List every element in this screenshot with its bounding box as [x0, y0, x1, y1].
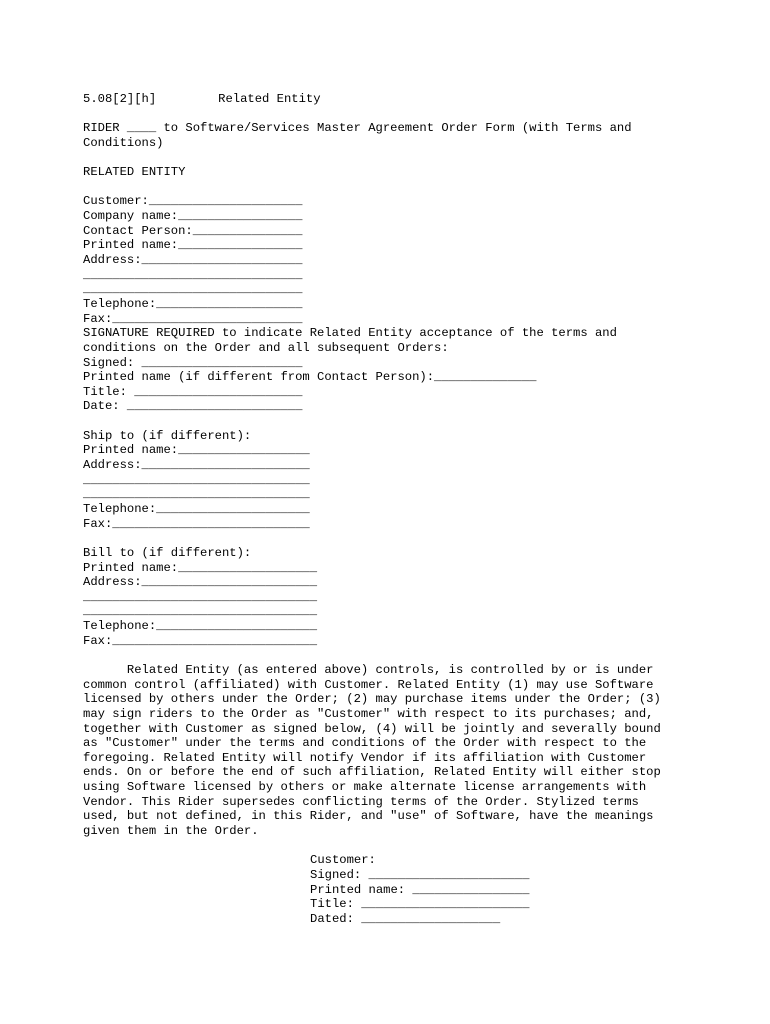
bill-to-address-field[interactable]: Address:________________________	[83, 575, 318, 590]
ship-to-address-field[interactable]: Address:_______________________	[83, 458, 310, 473]
contact-person-field[interactable]: Contact Person:_______________	[83, 223, 303, 238]
body-paragraph	[83, 663, 703, 839]
paragraph-line: licensed by others under the Order; (2) may purchase items under the Order; (3)	[83, 692, 661, 707]
customer-info-block	[83, 194, 703, 326]
customer-signature-heading: Customer:	[310, 853, 376, 868]
ship-to-address-line-3-field[interactable]: _______________________________	[83, 487, 310, 502]
bill-to-telephone-field[interactable]: Telephone:______________________	[83, 619, 318, 634]
address-line-2-field[interactable]: ______________________________	[83, 267, 303, 282]
printed-name-field[interactable]: Printed name:_________________	[83, 238, 303, 253]
rider-line-1: RIDER ____ to Software/Services Master Agreement Order Form (with Terms and	[83, 121, 632, 136]
paragraph-line: Related Entity (as entered above) controls, is controlled by or is under	[83, 662, 654, 677]
customer-printed-name-field[interactable]: Printed name: ________________	[310, 882, 530, 897]
bill-to-fax-field[interactable]: Fax:____________________________	[83, 633, 318, 648]
rider-line-2: Conditions)	[83, 135, 164, 150]
related-entity-heading: RELATED ENTITY	[83, 165, 186, 180]
bill-to-heading: Bill to (if different):	[83, 545, 252, 560]
ship-to-printed-name-field[interactable]: Printed name:__________________	[83, 443, 310, 458]
telephone-field[interactable]: Telephone:____________________	[83, 296, 303, 311]
customer-title-field[interactable]: Title: _______________________	[310, 897, 530, 912]
paragraph-line: given them in the Order.	[83, 824, 259, 839]
signed-field[interactable]: Signed: ______________________	[83, 355, 303, 370]
title-field[interactable]: Title: _______________________	[83, 384, 303, 399]
paragraph-line: Vendor. This Rider supersedes conflicting terms of the Order. Stylized terms	[83, 794, 639, 809]
date-field[interactable]: Date: ________________________	[83, 399, 303, 414]
section-heading	[83, 92, 703, 107]
paragraph-line: may sign riders to the Order as "Customer" with respect to its purchases; and,	[83, 706, 654, 721]
paragraph-line: foregoing. Related Entity will notify Vendor if its affiliation with Customer	[83, 750, 647, 765]
section-title: Related Entity	[218, 92, 321, 106]
customer-field[interactable]: Customer:_____________________	[83, 194, 303, 209]
section-number: 5.08[2][h]	[83, 92, 157, 106]
customer-dated-field[interactable]: Dated: ___________________	[310, 911, 501, 926]
paragraph-line: together with Customer as signed below, (4) will be jointly and severally bound	[83, 721, 661, 736]
signature-required-text-2: conditions on the Order and all subsequent Orders:	[83, 340, 449, 355]
paragraph-line: ends. On or before the end of such affiliation, Related Entity will either stop	[83, 765, 661, 780]
ship-to-telephone-field[interactable]: Telephone:_____________________	[83, 501, 310, 516]
fax-field[interactable]: Fax:__________________________	[83, 311, 303, 326]
ship-to-heading: Ship to (if different):	[83, 428, 252, 443]
paragraph-line: used, but not defined, in this Rider, and "use" of Software, have the meanings	[83, 809, 654, 824]
ship-to-block	[83, 429, 703, 531]
bill-to-block	[83, 546, 703, 648]
customer-signed-field[interactable]: Signed: ______________________	[310, 867, 530, 882]
bill-to-address-line-3-field[interactable]: ________________________________	[83, 604, 318, 619]
bill-to-address-line-2-field[interactable]: ________________________________	[83, 589, 318, 604]
paragraph-line: as "Customer" under the terms and conditions of the Order with respect to the	[83, 736, 647, 751]
printed-name-if-different-field[interactable]: Printed name (if different from Contact Person):______________	[83, 370, 537, 385]
paragraph-line: common control (affiliated) with Customer. Related Entity (1) may use Software	[83, 677, 654, 692]
company-name-field[interactable]: Company name:_________________	[83, 209, 303, 224]
signature-required-text-1: SIGNATURE REQUIRED to indicate Related Entity acceptance of the terms and	[83, 326, 617, 341]
customer-signature-block	[310, 853, 703, 926]
address-line-3-field[interactable]: ______________________________	[83, 282, 303, 297]
signature-block	[83, 326, 703, 414]
address-field[interactable]: Address:______________________	[83, 253, 303, 268]
ship-to-fax-field[interactable]: Fax:___________________________	[83, 516, 310, 531]
ship-to-address-line-2-field[interactable]: _______________________________	[83, 472, 310, 487]
document-page	[83, 92, 703, 927]
bill-to-printed-name-field[interactable]: Printed name:___________________	[83, 560, 318, 575]
paragraph-line: using Software licensed by others or make alternate license arrangements with	[83, 780, 647, 795]
